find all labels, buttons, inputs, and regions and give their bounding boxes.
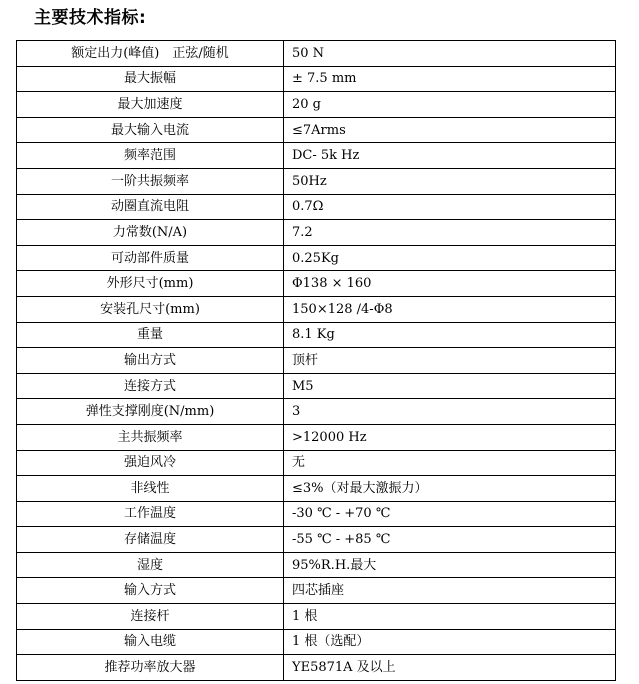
spec-label: 力常数(N/A) [17,220,284,246]
spec-label: 主共振频率 [17,424,284,450]
spec-row [17,41,616,67]
spec-value: >12000 Hz [284,424,616,450]
spec-row [17,220,616,246]
spec-label: 输出方式 [17,348,284,374]
spec-label: 连接杆 [17,604,284,630]
spec-value: 1 根 [284,604,616,630]
spec-row [17,194,616,220]
spec-row [17,578,616,604]
spec-row [17,527,616,553]
spec-value: DC- 5k Hz [284,143,616,169]
spec-value: 95%R.H.最大 [284,552,616,578]
spec-label: 存储温度 [17,527,284,553]
spec-row [17,168,616,194]
spec-row [17,143,616,169]
spec-label: 输入电缆 [17,629,284,655]
spec-value: 顶杆 [284,348,616,374]
spec-row [17,271,616,297]
spec-value: -55 ℃ - +85 ℃ [284,527,616,553]
spec-row [17,322,616,348]
spec-label: 工作温度 [17,501,284,527]
spec-value: 3 [284,399,616,425]
spec-row [17,476,616,502]
spec-row [17,348,616,374]
spec-label: 最大振幅 [17,66,284,92]
spec-label: 非线性 [17,476,284,502]
spec-label: 重量 [17,322,284,348]
spec-value: 50Hz [284,168,616,194]
spec-label: 连接方式 [17,373,284,399]
spec-label: 动圈直流电阻 [17,194,284,220]
spec-label: 湿度 [17,552,284,578]
spec-value: Φ138 × 160 [284,271,616,297]
spec-label: 最大加速度 [17,92,284,118]
spec-value: ± 7.5 mm [284,66,616,92]
spec-row [17,450,616,476]
spec-value: M5 [284,373,616,399]
spec-label: 强迫风冷 [17,450,284,476]
spec-label: 可动部件质量 [17,245,284,271]
spec-value: 无 [284,450,616,476]
spec-value: 20 g [284,92,616,118]
spec-value: 8.1 Kg [284,322,616,348]
spec-value: 1 根（选配） [284,629,616,655]
spec-row [17,92,616,118]
spec-value: -30 ℃ - +70 ℃ [284,501,616,527]
spec-row [17,296,616,322]
spec-row [17,629,616,655]
spec-row [17,399,616,425]
spec-value: 0.7Ω [284,194,616,220]
spec-label: 一阶共振频率 [17,168,284,194]
spec-value: 150×128 /4-Φ8 [284,296,616,322]
spec-value: ≤3%（对最大激振力） [284,476,616,502]
spec-label: 频率范围 [17,143,284,169]
spec-row [17,117,616,143]
spec-value: 四芯插座 [284,578,616,604]
spec-row [17,604,616,630]
section-heading: 主要技术指标: [34,8,147,28]
spec-value: ≤7Arms [284,117,616,143]
spec-label: 输入方式 [17,578,284,604]
spec-row [17,552,616,578]
spec-row [17,655,616,681]
spec-row [17,245,616,271]
spec-row [17,501,616,527]
spec-table [16,40,616,681]
spec-label: 外形尺寸(mm) [17,271,284,297]
spec-label: 最大输入电流 [17,117,284,143]
spec-row [17,424,616,450]
spec-value: 0.25Kg [284,245,616,271]
spec-value: YE5871A 及以上 [284,655,616,681]
spec-label: 额定出力(峰值) 正弦/随机 [17,41,284,67]
spec-label: 安装孔尺寸(mm) [17,296,284,322]
spec-row [17,66,616,92]
spec-value: 50 N [284,41,616,67]
spec-value: 7.2 [284,220,616,246]
spec-label: 弹性支撑刚度(N/mm) [17,399,284,425]
spec-row [17,373,616,399]
spec-label: 推荐功率放大器 [17,655,284,681]
spec-table-body [17,41,616,681]
